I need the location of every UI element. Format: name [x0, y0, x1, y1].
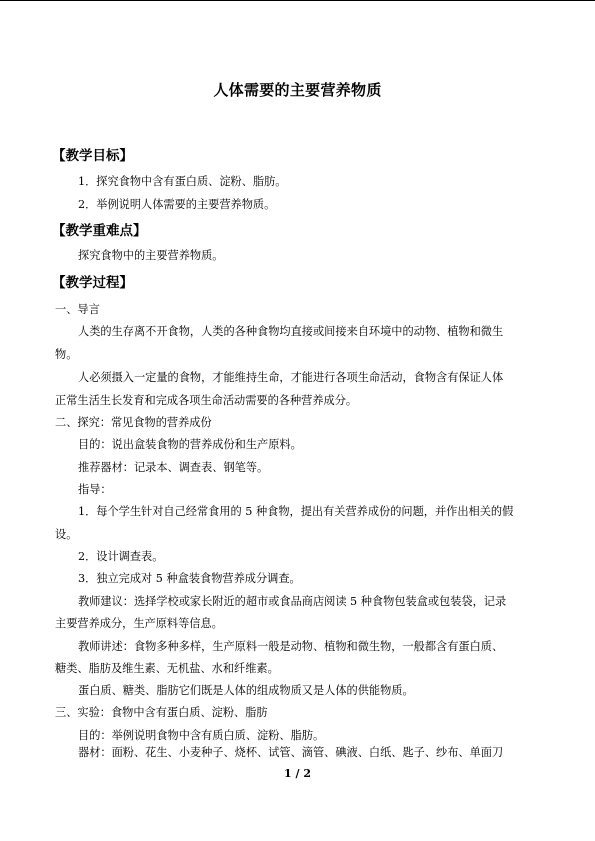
key-point-line: 探究食物中的主要营养物质。	[78, 249, 224, 262]
process-line: 人类的生存离不开食物，人类的各种食物均直接或间接来自环境中的动物、植物和微生	[78, 325, 504, 338]
heading-process: 【教学过程】	[52, 275, 133, 291]
process-line: 糖类、脂肪及维生素、无机盐、水和纤维素。	[55, 662, 279, 675]
top-border-line	[0, 0, 595, 1]
process-line: 3．独立完成对 5 种盒装食物营养成分调查。	[78, 572, 301, 585]
document-title: 人体需要的主要营养物质	[213, 81, 382, 99]
page-number: 1 / 2	[284, 767, 311, 780]
heading-objectives: 【教学目标】	[52, 148, 133, 164]
process-line: 主要营养成分，生产原料等信息。	[55, 617, 223, 630]
heading-key-points: 【教学重难点】	[52, 223, 147, 239]
process-line: 人必须摄入一定量的食物，才能维持生命，才能进行各项生命活动，食物含有保证人体	[78, 371, 504, 384]
process-line: 2．设计调查表。	[78, 550, 164, 563]
process-line: 蛋白质、糖类、脂肪它们既是人体的组成物质又是人体的供能物质。	[78, 684, 414, 697]
objective-line: 2．举例说明人体需要的主要营养物质。	[78, 198, 276, 211]
process-line: 一、导言	[55, 303, 100, 316]
process-line: 教师讲述：食物多种多样，生产原料一般是动物、植物和微生物，一般都含有蛋白质、	[78, 640, 504, 653]
process-line: 设。	[55, 528, 78, 541]
process-line: 教师建议：选择学校或家长附近的超市或食品商店阅读 5 种食物包装盒或包装袋，记录	[78, 595, 507, 608]
process-line: 器材：面粉、花生、小麦种子、烧杯、试管、滴管、碘液、白纸、匙子、纱布、单面刀	[78, 746, 504, 759]
process-line: 正常生活生长发育和完成各项生命活动需要的各种营养成分。	[55, 394, 358, 407]
process-line: 二、探究：常见食物的营养成份	[55, 416, 212, 429]
process-line: 三、实验：食物中含有蛋白质、淀粉、脂肪	[55, 706, 268, 719]
process-line: 目的：举例说明食物中含有质白质、淀粉、脂肪。	[78, 729, 325, 742]
process-line: 物。	[55, 348, 78, 361]
objective-line: 1．探究食物中含有蛋白质、淀粉、脂肪。	[78, 175, 287, 188]
process-line: 指导：	[78, 483, 112, 496]
process-line: 推荐器材：记录本、调查表、钢笔等。	[78, 461, 269, 474]
process-line: 目的：说出盒装食物的营养成份和生产原料。	[78, 438, 302, 451]
process-line: 1．每个学生针对自己经常食用的 5 种食物，提出有关营养成份的问题，并作出相关的假	[78, 505, 514, 518]
